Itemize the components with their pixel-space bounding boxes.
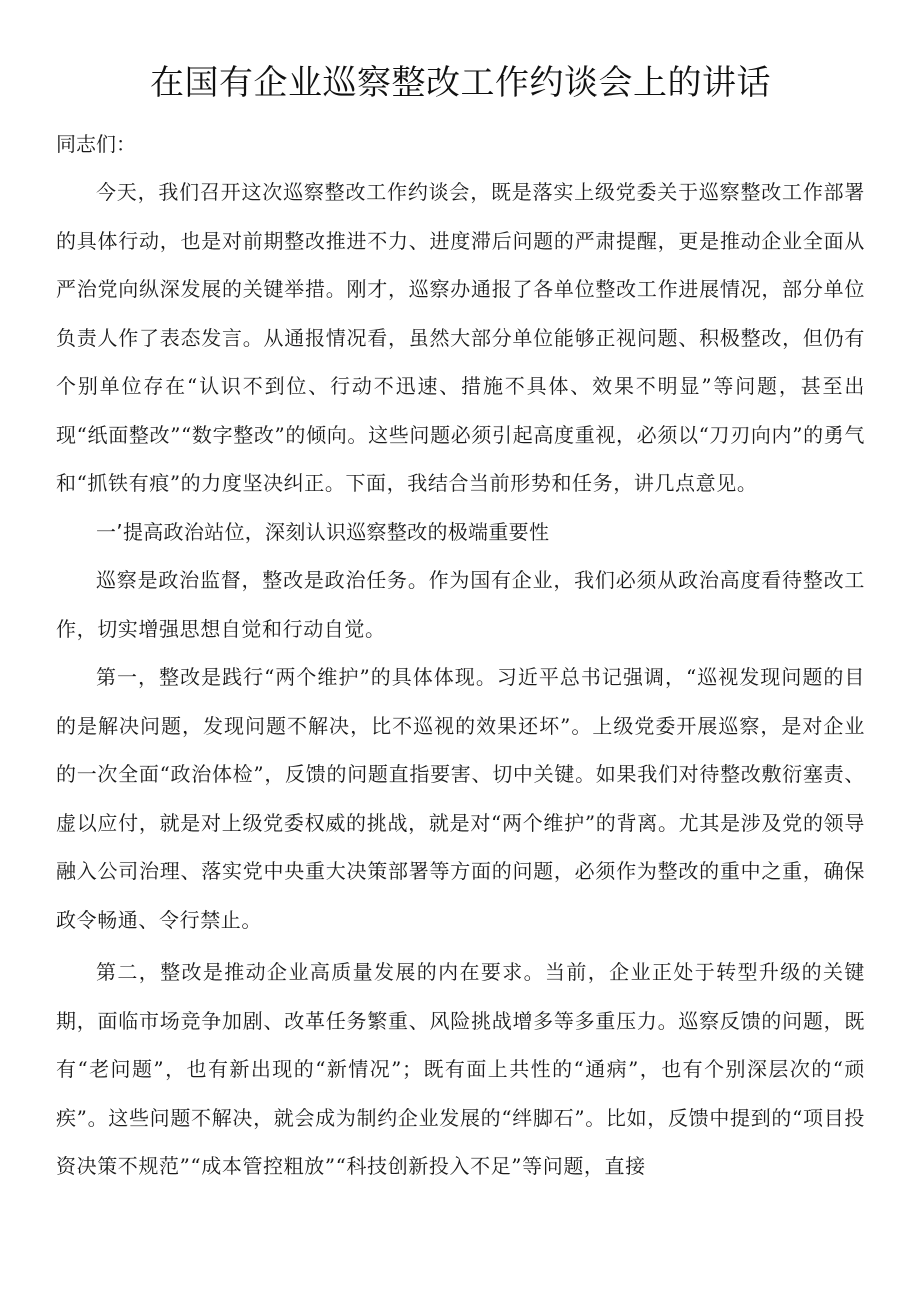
paragraph-point-2: 第二，整改是推动企业高质量发展的内在要求。当前，企业正处于转型升级的关键期，面临市场竞争加剧、改革任务繁重、风险挑战增多等多重压力。巡察反馈的问题，既有“老问题”，也有新出现的“新情况”；既有面上共性的“通病”，也有个别深层次的“顽疾”。这些问题不解决，就会成为制约企业发展的“绊脚石”。比如，反馈中提到的“项目投资决策不规范”“成本管控粗放”“科技创新投入不足”等问题，直接 (56, 960, 865, 1178)
paragraph-point-1: 第一，整改是践行“两个维护”的具体体现。习近平总书记强调，“巡视发现问题的目的是解决问题，发现问题不解决，比不巡视的效果还坏”。上级党委开展巡察，是对企业的一次全面“政治体检”，反馈的问题直指要害、切中关键。如果我们对待整改敷衍塞责、虚以应付，就是对上级党委权威的挑战，就是对“两个维护”的背离。尤其是涉及党的领导融入公司治理、落实党中央重大决策部署等方面的问题，必须作为整改的重中之重，确保政令畅通、令行禁止。 (56, 665, 865, 932)
paragraph-section-1-lead: 巡察是政治监督，整改是政治任务。作为国有企业，我们必须从政治高度看待整改工作，切实增强思想自觉和行动自觉。 (56, 568, 865, 641)
page-title: 在国有企业巡察整改工作约谈会上的讲话 (150, 63, 771, 103)
paragraph-intro: 今天，我们召开这次巡察整改工作约谈会，既是落实上级党委关于巡察整改工作部署的具体行动，也是对前期整改推进不力、进度滞后问题的严肃提醒，更是推动企业全面从严治党向纵深发展的关键举措。刚才，巡察办通报了各单位整改工作进展情况，部分单位负责人作了表态发言。从通报情况看，虽然大部分单位能够正视问题、积极整改，但仍有个别单位存在“认识不到位、行动不迅速、措施不具体、效果不明显”等问题，甚至出现“纸面整改”“数字整改”的倾向。这些问题必须引起高度重视，必须以“刀刃向内”的勇气和“抓铁有痕”的力度坚决纠正。下面，我结合当前形势和任务，讲几点意见。 (56, 180, 865, 495)
section-heading-1: 一’提高政治站位，深刻认识巡察整改的极端重要性 (96, 519, 550, 544)
salutation: 同志们： (56, 132, 136, 156)
